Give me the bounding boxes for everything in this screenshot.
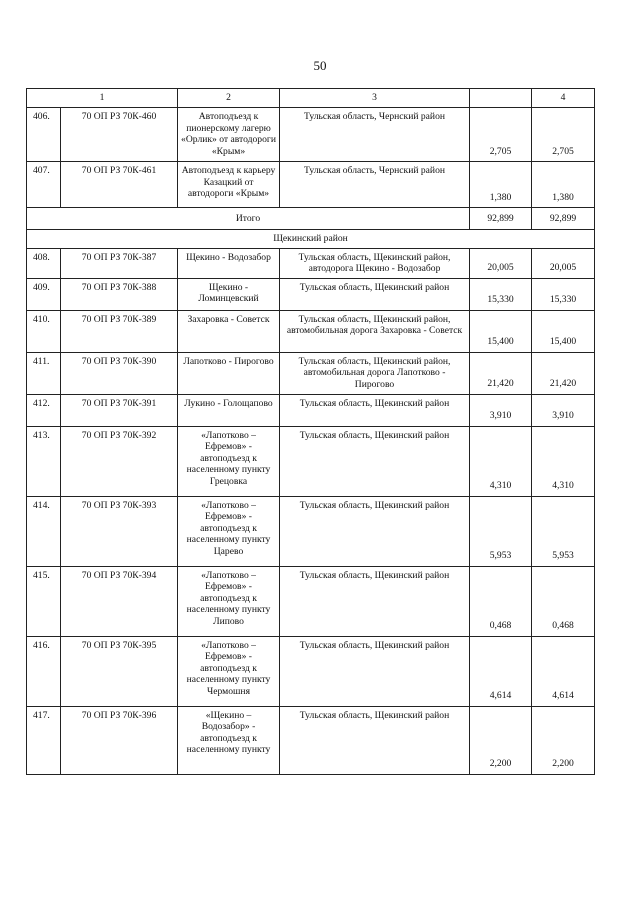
road-name: Лапотково - Пирогово [178,352,280,394]
length-regional: 2,200 [532,706,595,774]
row-number: 415. [27,566,61,636]
row-number: 406. [27,108,61,162]
length-regional: 20,005 [532,248,595,278]
table-row [27,310,595,352]
length-regional: 2,705 [532,108,595,162]
row-number: 407. [27,162,61,208]
length-total: 4,614 [470,636,532,706]
length-regional: 15,400 [532,310,595,352]
table-row [27,108,595,162]
header-col-2: 2 [178,89,280,108]
length-regional: 15,330 [532,278,595,310]
road-location: Тульская область, Щекинский район [280,636,470,706]
road-name: «Щекино – Водозабор» - автоподъезд к населенному пункту [178,706,280,774]
road-location: Тульская область, Чернский район [280,108,470,162]
road-id: 70 ОП РЗ 70К-389 [61,310,178,352]
row-number: 413. [27,426,61,496]
road-location: Тульская область, Щекинский район, автомобильная дорога Захаровка - Советск [280,310,470,352]
section-row [27,230,595,249]
length-total: 21,420 [470,352,532,394]
road-location: Тульская область, Щекинский район [280,706,470,774]
road-id: 70 ОП РЗ 70К-393 [61,496,178,566]
total-row [27,208,595,230]
length-total: 15,400 [470,310,532,352]
table-row [27,162,595,208]
road-name: Лукино - Голощапово [178,394,280,426]
table-row [27,352,595,394]
page-number: 50 [313,58,327,73]
road-location: Тульская область, Щекинский район [280,278,470,310]
road-name: Захаровка - Советск [178,310,280,352]
road-location: Тульская область, Щекинский район [280,566,470,636]
road-location: Тульская область, Щекинский район, автомобильная дорога Лапотково - Пирогово [280,352,470,394]
road-name: «Лапотково – Ефремов» - автоподъезд к населенному пункту Липово [178,566,280,636]
length-total: 1,380 [470,162,532,208]
length-regional: 0,468 [532,566,595,636]
length-total: 15,330 [470,278,532,310]
road-register-table [26,88,595,775]
table-row [27,426,595,496]
road-id: 70 ОП РЗ 70К-396 [61,706,178,774]
total-label: Итого [27,208,470,230]
section-title: Щекинский район [27,230,595,249]
length-regional: 3,910 [532,394,595,426]
length-regional: 4,310 [532,426,595,496]
header-col-4: 4 [532,89,595,108]
table-row [27,248,595,278]
row-number: 409. [27,278,61,310]
header-row [27,89,595,108]
road-id: 70 ОП РЗ 70К-461 [61,162,178,208]
length-total: 2,705 [470,108,532,162]
road-id: 70 ОП РЗ 70К-392 [61,426,178,496]
road-id: 70 ОП РЗ 70К-460 [61,108,178,162]
row-number: 414. [27,496,61,566]
road-location: Тульская область, Щекинский район [280,394,470,426]
road-name: Автоподъезд к пионерскому лагерю «Орлик» от автодороги «Крым» [178,108,280,162]
length-total: 4,310 [470,426,532,496]
table-row [27,706,595,774]
road-location: Тульская область, Чернский район [280,162,470,208]
length-total: 5,953 [470,496,532,566]
length-regional: 5,953 [532,496,595,566]
header-col-blank [470,89,532,108]
road-location: Тульская область, Щекинский район [280,426,470,496]
road-id: 70 ОП РЗ 70К-388 [61,278,178,310]
row-number: 417. [27,706,61,774]
length-regional: 4,614 [532,636,595,706]
row-number: 411. [27,352,61,394]
table-row [27,496,595,566]
row-number: 416. [27,636,61,706]
total-length-total: 92,899 [470,208,532,230]
length-total: 3,910 [470,394,532,426]
header-col-1: 1 [27,89,178,108]
length-total: 2,200 [470,706,532,774]
header-col-3: 3 [280,89,470,108]
road-id: 70 ОП РЗ 70К-387 [61,248,178,278]
road-name: Автоподъезд к карьеру Казацкий от автодороги «Крым» [178,162,280,208]
road-id: 70 ОП РЗ 70К-395 [61,636,178,706]
table-row [27,566,595,636]
road-name: Щекино - Ломинцевский [178,278,280,310]
length-total: 20,005 [470,248,532,278]
table-row [27,278,595,310]
length-regional: 21,420 [532,352,595,394]
road-name: «Лапотково – Ефремов» - автоподъезд к населенному пункту Чермошня [178,636,280,706]
table-row [27,394,595,426]
row-number: 408. [27,248,61,278]
row-number: 410. [27,310,61,352]
road-name: «Лапотково – Ефремов» - автоподъезд к населенному пункту Царево [178,496,280,566]
road-name: Щекино - Водозабор [178,248,280,278]
row-number: 412. [27,394,61,426]
total-length-regional: 92,899 [532,208,595,230]
road-location: Тульская область, Щекинский район [280,496,470,566]
road-location: Тульская область, Щекинский район, автодорога Щекино - Водозабор [280,248,470,278]
length-regional: 1,380 [532,162,595,208]
table-row [27,636,595,706]
road-id: 70 ОП РЗ 70К-394 [61,566,178,636]
road-id: 70 ОП РЗ 70К-391 [61,394,178,426]
road-name: «Лапотково – Ефремов» - автоподъезд к населенному пункту Грецовка [178,426,280,496]
road-id: 70 ОП РЗ 70К-390 [61,352,178,394]
length-total: 0,468 [470,566,532,636]
